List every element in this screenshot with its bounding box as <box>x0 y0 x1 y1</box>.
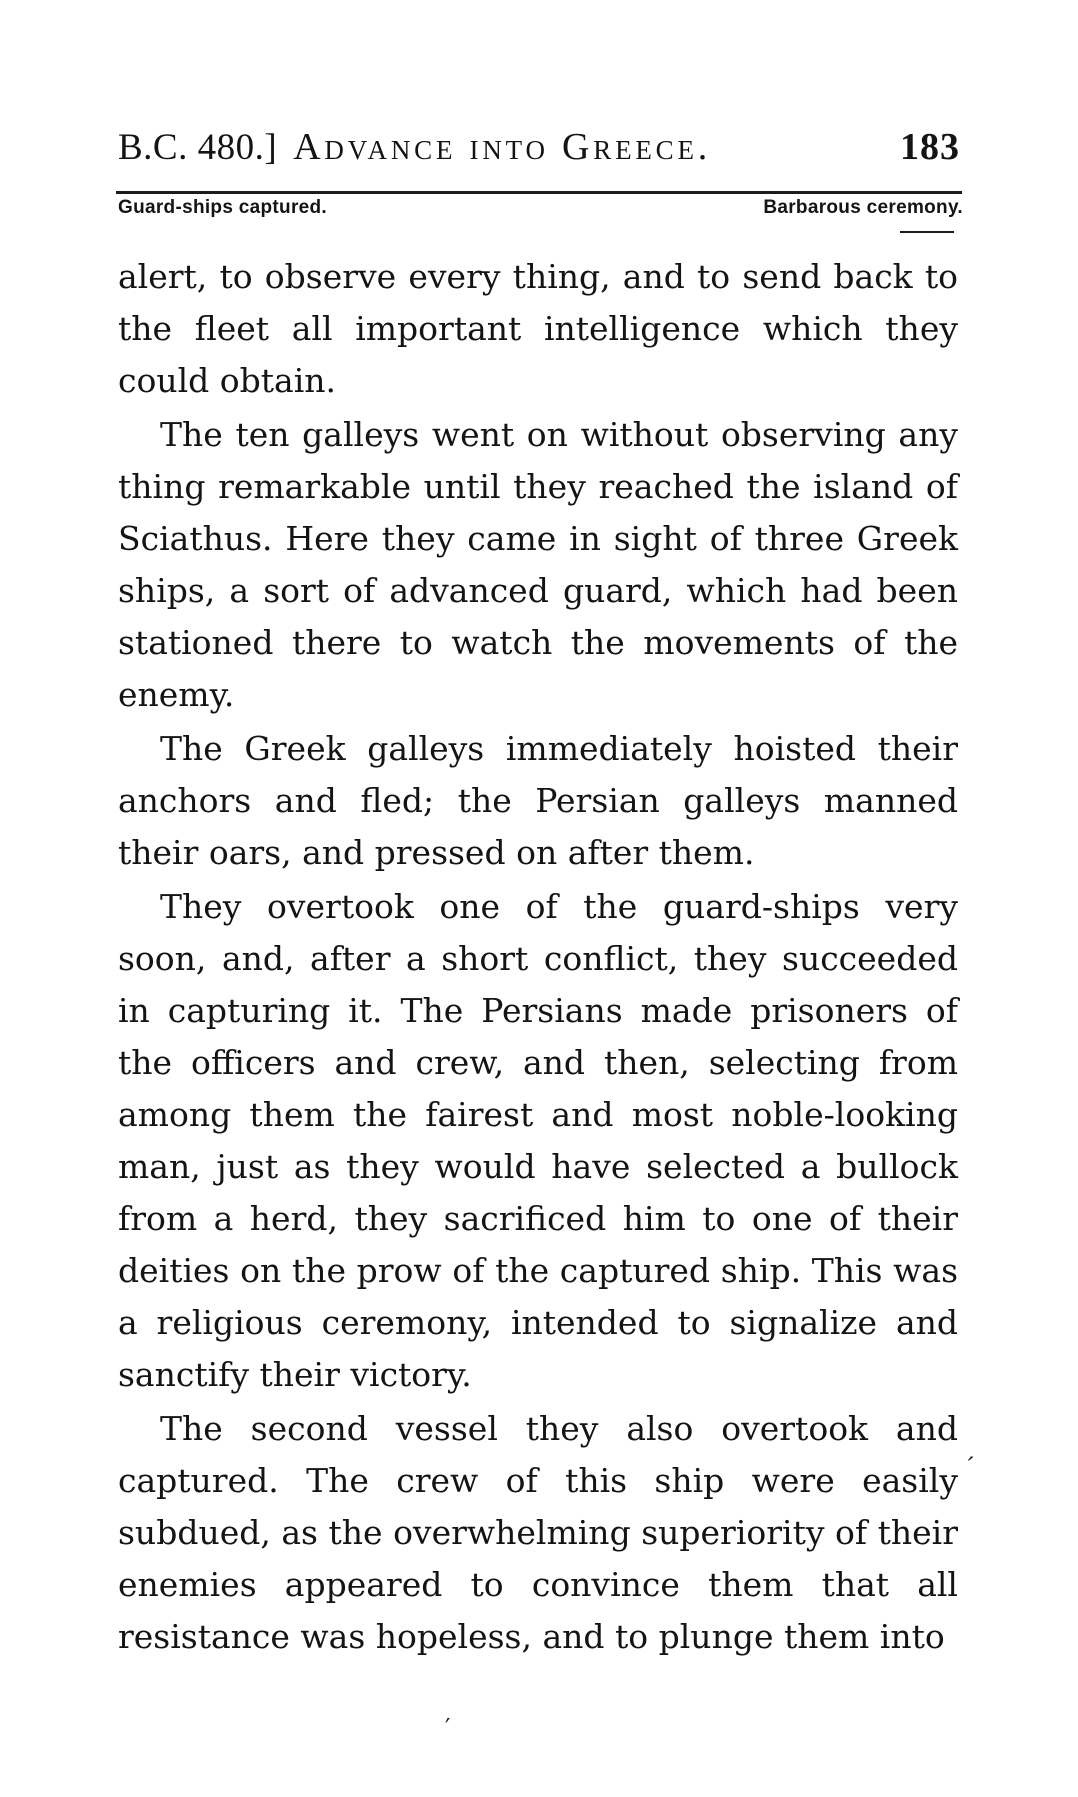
paragraph: They overtook one of the guard-ships very soon, and, after a short conflict, they succeeded in capturing it. The Persians made prisoners of the officers and crew, and then, selecting from among them the fairest and most noble-looking man, just as they would have selected a bullock from a herd, they sacrificed him to one of their deities on the prow of the captured ship. This was a religious ceremony, intended to signalize and sanctify their victory. <box>118 887 958 1394</box>
margin-mark: ′ <box>962 1451 975 1483</box>
bottom-mark: ′ <box>445 1714 451 1742</box>
header-date: B.C. 480.] <box>118 127 278 168</box>
paragraph: The second vessel they also overtook and captured. The crew of this ship were easily subdued, as the overwhelming superiority of their enemies appeared to convince them that all resistance was hopeless, and to plunge them into <box>118 1409 958 1656</box>
sidenote-row <box>118 197 963 225</box>
left-sidenote: Guard-ships captured. <box>118 197 328 218</box>
page-header <box>118 125 960 169</box>
body-text <box>118 251 958 1665</box>
paragraph: alert, to observe every thing, and to send back to the fleet all important intelligence which they could obtain. <box>118 257 958 400</box>
paragraph: The ten galleys went on without observing any thing remarkable until they reached the island of Sciathus. Here they came in sight of three Greek ships, a sort of advanced guard, which had been stationed there to watch the movements of the enemy. <box>118 415 958 714</box>
right-sidenote: Barbarous ceremony. <box>763 197 963 218</box>
header-title: Advance into Greece. <box>293 126 712 168</box>
page-number: 183 <box>900 126 960 168</box>
running-head <box>118 125 711 169</box>
paragraph: The Greek galleys immediately hoisted their anchors and fled; the Persian galleys manned their oars, and pressed on after them. <box>118 729 958 872</box>
sidenote-rule <box>900 231 954 233</box>
header-rule <box>116 191 962 194</box>
